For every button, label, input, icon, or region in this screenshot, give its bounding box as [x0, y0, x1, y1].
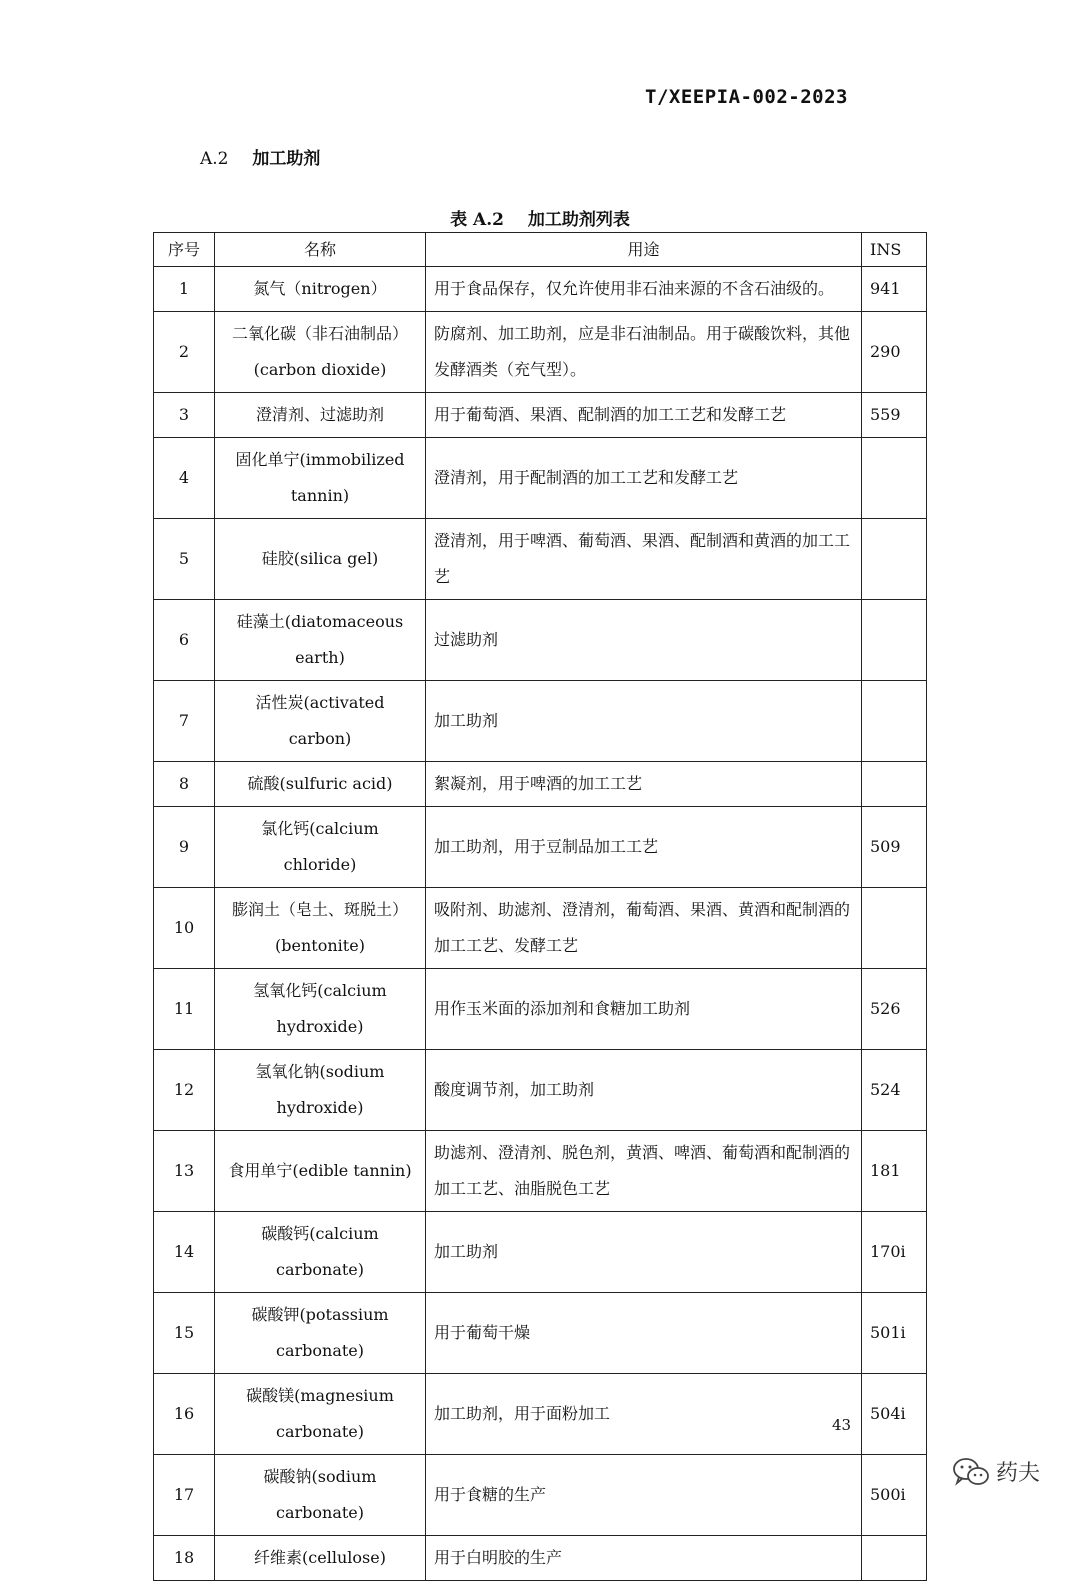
section-number: A.2: [200, 149, 229, 169]
watermark-text: 药夫: [996, 1461, 1041, 1486]
row-name-cell: 氯化钙(calcium chloride): [215, 807, 426, 888]
table-row: [154, 1455, 927, 1536]
row-ins-cell: 500i: [862, 1455, 927, 1536]
row-use-cell: 防腐剂、加工助剂，应是非石油制品。用于碳酸饮料，其他发酵酒类（充气型）。: [426, 312, 862, 393]
row-use-cell: 加工助剂，用于豆制品加工工艺: [426, 807, 862, 888]
row-use-cell: 过滤助剂: [426, 600, 862, 681]
table-body: [154, 267, 927, 1581]
row-name-cell: 食用单宁(edible tannin): [215, 1131, 426, 1212]
row-ins-cell: 181: [862, 1131, 927, 1212]
table-row: [154, 519, 927, 600]
row-number-cell: 9: [154, 807, 215, 888]
row-number-cell: 10: [154, 888, 215, 969]
row-name-cell: 氮气（nitrogen）: [215, 267, 426, 312]
row-name-cell: 澄清剂、过滤助剂: [215, 393, 426, 438]
table-row: [154, 1374, 927, 1455]
row-name-cell: 氢氧化钠(sodium hydroxide): [215, 1050, 426, 1131]
row-use-cell: 加工助剂，用于面粉加工: [426, 1374, 862, 1455]
row-ins-cell: 290: [862, 312, 927, 393]
row-ins-cell: 526: [862, 969, 927, 1050]
row-use-cell: 加工助剂: [426, 681, 862, 762]
row-name-cell: 固化单宁(immobilized tannin): [215, 438, 426, 519]
row-ins-cell: [862, 519, 927, 600]
row-ins-cell: 504i: [862, 1374, 927, 1455]
row-name-cell: 碳酸钾(potassium carbonate): [215, 1293, 426, 1374]
row-use-cell: 絮凝剂，用于啤酒的加工工艺: [426, 762, 862, 807]
row-name-cell: 二氧化碳（非石油制品）(carbon dioxide): [215, 312, 426, 393]
document-code: T/XEEPIA-002-2023: [645, 86, 848, 108]
wechat-icon: [952, 1457, 990, 1487]
row-number-cell: 7: [154, 681, 215, 762]
row-number-cell: 16: [154, 1374, 215, 1455]
column-header-no: 序号: [154, 233, 215, 267]
table-row: [154, 762, 927, 807]
row-ins-cell: [862, 762, 927, 807]
row-name-cell: 碳酸钙(calcium carbonate): [215, 1212, 426, 1293]
row-number-cell: 3: [154, 393, 215, 438]
row-number-cell: 1: [154, 267, 215, 312]
row-ins-cell: 509: [862, 807, 927, 888]
table-row: [154, 888, 927, 969]
row-number-cell: 2: [154, 312, 215, 393]
row-use-cell: 用于葡萄干燥: [426, 1293, 862, 1374]
row-number-cell: 5: [154, 519, 215, 600]
table-row: [154, 1536, 927, 1581]
row-name-cell: 活性炭(activated carbon): [215, 681, 426, 762]
row-use-cell: 澄清剂，用于啤酒、葡萄酒、果酒、配制酒和黄酒的加工工艺: [426, 519, 862, 600]
row-number-cell: 15: [154, 1293, 215, 1374]
row-name-cell: 纤维素(cellulose): [215, 1536, 426, 1581]
row-use-cell: 澄清剂，用于配制酒的加工工艺和发酵工艺: [426, 438, 862, 519]
row-use-cell: 加工助剂: [426, 1212, 862, 1293]
table-row: [154, 393, 927, 438]
table-row: [154, 1293, 927, 1374]
row-name-cell: 碳酸镁(magnesium carbonate): [215, 1374, 426, 1455]
row-number-cell: 13: [154, 1131, 215, 1212]
table-row: [154, 807, 927, 888]
table-row: [154, 600, 927, 681]
row-name-cell: 硫酸(sulfuric acid): [215, 762, 426, 807]
row-use-cell: 助滤剂、澄清剂、脱色剂，黄酒、啤酒、葡萄酒和配制酒的加工工艺、油脂脱色工艺: [426, 1131, 862, 1212]
table-caption: [0, 205, 1080, 230]
row-ins-cell: [862, 681, 927, 762]
row-name-cell: 碳酸钠(sodium carbonate): [215, 1455, 426, 1536]
row-ins-cell: [862, 438, 927, 519]
row-use-cell: 用于食品保存，仅允许使用非石油来源的不含石油级的。: [426, 267, 862, 312]
row-name-cell: 膨润土（皂土、斑脱土）(bentonite): [215, 888, 426, 969]
row-name-cell: 硅胶(silica gel): [215, 519, 426, 600]
row-number-cell: 17: [154, 1455, 215, 1536]
row-number-cell: 14: [154, 1212, 215, 1293]
page-number: 43: [832, 1416, 852, 1434]
row-ins-cell: 524: [862, 1050, 927, 1131]
table-caption-number: 表 A.2: [450, 210, 504, 230]
row-ins-cell: [862, 1536, 927, 1581]
row-name-cell: 硅藻土(diatomaceous earth): [215, 600, 426, 681]
table-row: [154, 267, 927, 312]
row-use-cell: 用于食糖的生产: [426, 1455, 862, 1536]
row-ins-cell: 941: [862, 267, 927, 312]
column-header-ins: INS: [862, 233, 927, 267]
table-row: [154, 681, 927, 762]
table-caption-title: 加工助剂列表: [527, 210, 630, 230]
table-row: [154, 969, 927, 1050]
row-number-cell: 4: [154, 438, 215, 519]
row-ins-cell: 501i: [862, 1293, 927, 1374]
table-row: [154, 1131, 927, 1212]
processing-aids-table: [153, 232, 927, 1581]
row-use-cell: 用于白明胶的生产: [426, 1536, 862, 1581]
row-ins-cell: 170i: [862, 1212, 927, 1293]
row-number-cell: 6: [154, 600, 215, 681]
section-heading: [200, 144, 320, 169]
row-ins-cell: [862, 888, 927, 969]
row-use-cell: 酸度调节剂，加工助剂: [426, 1050, 862, 1131]
watermark: [952, 1456, 1040, 1487]
row-ins-cell: [862, 600, 927, 681]
column-header-use: 用途: [426, 233, 862, 267]
row-number-cell: 11: [154, 969, 215, 1050]
row-name-cell: 氢氧化钙(calcium hydroxide): [215, 969, 426, 1050]
table-row: [154, 438, 927, 519]
table-row: [154, 1212, 927, 1293]
row-use-cell: 用于葡萄酒、果酒、配制酒的加工工艺和发酵工艺: [426, 393, 862, 438]
row-number-cell: 8: [154, 762, 215, 807]
row-use-cell: 吸附剂、助滤剂、澄清剂，葡萄酒、果酒、黄酒和配制酒的加工工艺、发酵工艺: [426, 888, 862, 969]
row-number-cell: 12: [154, 1050, 215, 1131]
section-title: 加工助剂: [252, 149, 321, 169]
table-row: [154, 1050, 927, 1131]
table-row: [154, 312, 927, 393]
column-header-name: 名称: [215, 233, 426, 267]
table-header-row: [154, 233, 927, 267]
row-ins-cell: 559: [862, 393, 927, 438]
row-number-cell: 18: [154, 1536, 215, 1581]
row-use-cell: 用作玉米面的添加剂和食糖加工助剂: [426, 969, 862, 1050]
